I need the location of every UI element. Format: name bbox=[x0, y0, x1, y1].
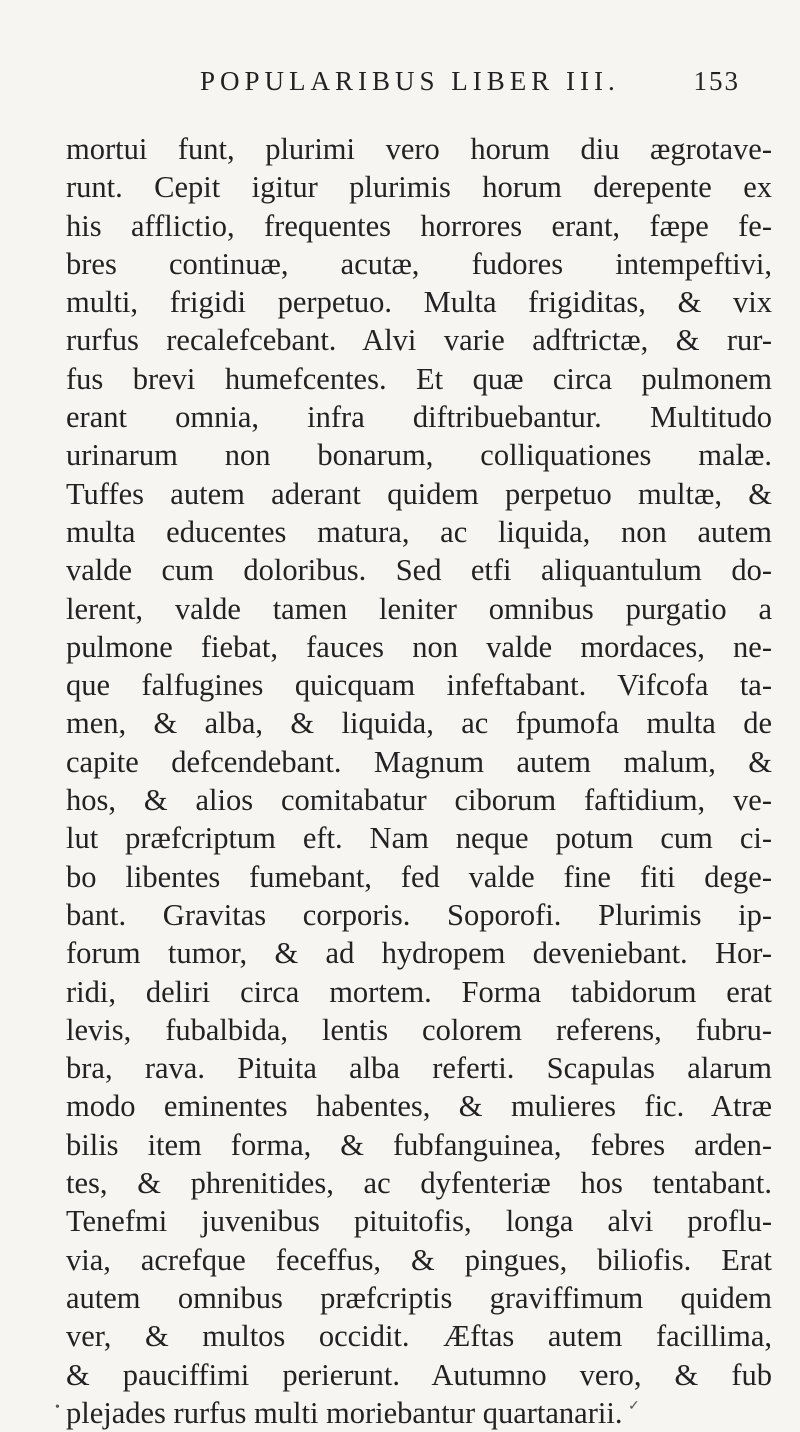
text-line: via, acrefque feceffus, & pingues, biliofis. Erat bbox=[66, 1242, 772, 1277]
text-line: urinarum non bonarum, colliquationes malæ. bbox=[66, 438, 772, 473]
text-line: mortui funt, plurimi vero horum diu ægrotave- bbox=[66, 132, 772, 166]
text-line: valde cum doloribus. Sed etfi aliquantulum do- bbox=[66, 553, 772, 588]
text-line: multa educentes matura, ac liquida, non autem bbox=[66, 514, 772, 549]
text-line: forum tumor, & ad hydropem deveniebant. Hor- bbox=[66, 936, 772, 971]
page-number: 153 bbox=[693, 66, 740, 96]
text-line: pulmone fiebat, fauces non valde mordaces, ne- bbox=[66, 629, 772, 664]
text-line: men, & alba, & liquida, ac fpumofa multa de bbox=[66, 706, 772, 741]
running-head-title: POPULARIBUS LIBER III. bbox=[200, 66, 620, 96]
text-line: Tuffes autem aderant quidem perpetuo multæ, & bbox=[66, 476, 772, 511]
text-line: & pauciffimi perierunt. Autumno vero, & fub bbox=[66, 1357, 772, 1392]
text-line: capite defcendebant. Magnum autem malum, & bbox=[66, 744, 772, 779]
text-line: bilis item forma, & fubfanguinea, febres arden- bbox=[66, 1127, 772, 1162]
text-line: hos, & alios comitabatur ciborum faftidium, ve- bbox=[66, 783, 772, 818]
text-line: fus brevi humefcentes. Et quæ circa pulmonem bbox=[66, 361, 772, 396]
text-line: bo libentes fumebant, fed valde fine fiti dege- bbox=[66, 859, 772, 894]
text-line: lut præfcriptum eft. Nam neque potum cum ci- bbox=[66, 821, 772, 856]
pencil-mark: ✓ bbox=[628, 1399, 640, 1414]
text-line: plejades rurfus multi moriebantur quartanarii. bbox=[66, 1395, 623, 1430]
ink-speck: • bbox=[55, 1400, 60, 1415]
text-line: lerent, valde tamen leniter omnibus purgatio a bbox=[66, 591, 772, 626]
text-line: runt. Cepit igitur plurimis horum derepente ex bbox=[66, 170, 772, 205]
text-line: bres continuæ, acutæ, fudores intempeftivi, bbox=[66, 246, 772, 281]
text-line: que falfugines quicquam infeftabant. Vifcofa ta- bbox=[66, 668, 772, 703]
text-line: bant. Gravitas corporis. Soporofi. Plurimis ip- bbox=[66, 897, 772, 932]
text-line: ridi, deliri circa mortem. Forma tabidorum erat bbox=[66, 974, 772, 1009]
running-head bbox=[200, 66, 740, 106]
text-line: Tenefmi juvenibus pituitofis, longa alvi proflu- bbox=[66, 1204, 772, 1239]
text-line: his afflictio, frequentes horrores erant, fæpe fe- bbox=[66, 208, 772, 243]
text-line: rurfus recalefcebant. Alvi varie adftrictæ, & rur- bbox=[66, 323, 772, 358]
text-line: ver, & multos occidit. Æftas autem facillima, bbox=[66, 1319, 772, 1354]
text-line: bra, rava. Pituita alba referti. Scapulas alarum bbox=[66, 1051, 772, 1086]
text-line: levis, fubalbida, lentis colorem referens, fubru- bbox=[66, 1012, 772, 1047]
text-line: modo eminentes habentes, & mulieres fic. Atræ bbox=[66, 1089, 772, 1124]
text-line: autem omnibus præfcriptis graviffimum quidem bbox=[66, 1280, 772, 1315]
body-text bbox=[66, 130, 772, 1432]
text-line: multi, frigidi perpetuo. Multa frigiditas, & vix bbox=[66, 285, 772, 320]
text-line: erant omnia, infra diftribuebantur. Multitudo bbox=[66, 400, 772, 435]
text-line: tes, & phrenitides, ac dyfenteriæ hos tentabant. bbox=[66, 1166, 772, 1201]
